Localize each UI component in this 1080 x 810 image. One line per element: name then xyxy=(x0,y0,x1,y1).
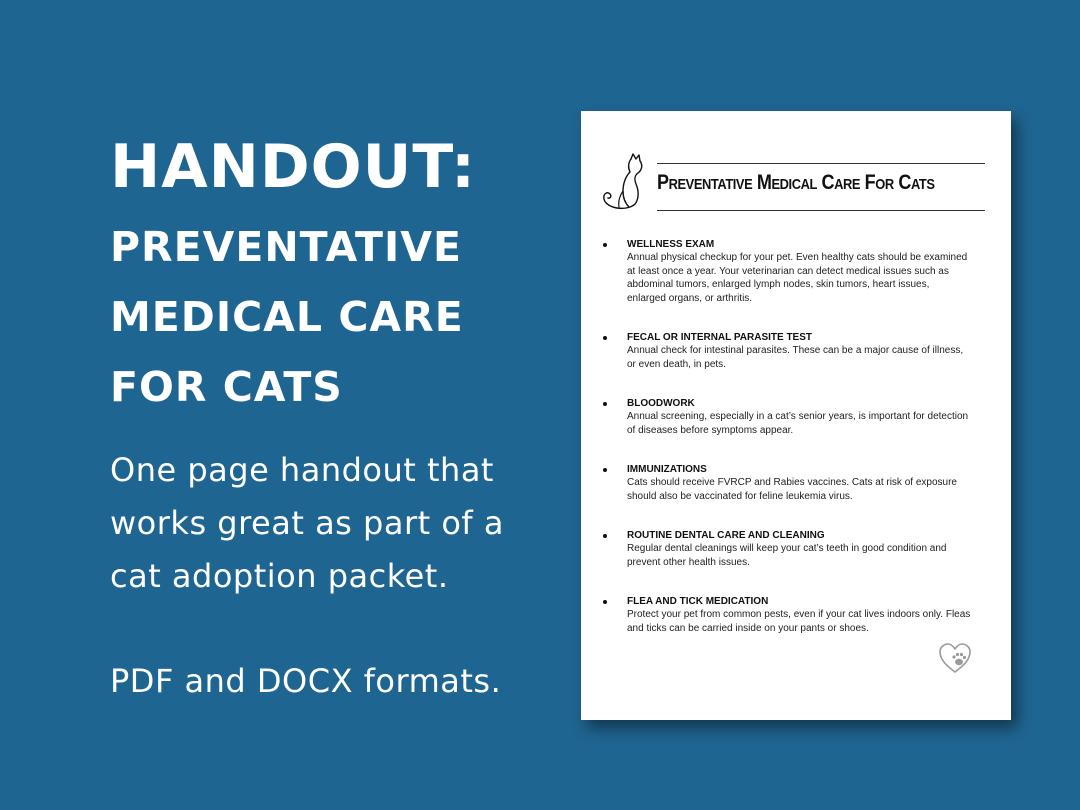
care-list xyxy=(601,238,971,635)
list-item xyxy=(601,529,971,569)
promo-panel xyxy=(110,128,570,701)
item-title: FECAL OR INTERNAL PARASITE TEST xyxy=(627,332,813,343)
cat-silhouette-icon xyxy=(601,153,651,213)
bullet-icon xyxy=(603,336,607,340)
promo-subhead: PREVENTATIVE MEDICAL CARE FOR CATS xyxy=(110,223,464,411)
item-text: Regular dental cleanings will keep your cat’s teeth in good condition and prevent other health issues. xyxy=(627,543,947,568)
header-rule-top xyxy=(657,163,985,164)
list-item xyxy=(601,595,971,635)
list-item xyxy=(601,331,971,371)
item-text: Protect your pet from common pests, even if your cat lives indoors only. Fleas and ticks can be carried inside on your pants or shoes. xyxy=(627,609,971,634)
item-text: Cats should receive FVRCP and Rabies vaccines. Cats at risk of exposure should also be vaccinated for feline leukemia virus. xyxy=(627,477,957,502)
handout-page xyxy=(581,111,1011,720)
promo-headline: HANDOUT: xyxy=(110,132,477,202)
list-item xyxy=(601,463,971,503)
item-text: Annual check for intestinal parasites. These can be a major cause of illness, or even death, in pets. xyxy=(627,345,964,370)
handout-title: Preventative Medical Care For Cats xyxy=(657,171,935,194)
item-title: BLOODWORK xyxy=(627,398,695,409)
item-title: ROUTINE DENTAL CARE AND CLEANING xyxy=(627,530,825,541)
list-item xyxy=(601,397,971,437)
item-title: IMMUNIZATIONS xyxy=(627,464,707,475)
bullet-icon xyxy=(603,243,607,247)
bullet-icon xyxy=(603,402,607,406)
bullet-icon xyxy=(603,534,607,538)
promo-description: One page handout that works great as part of a cat adoption packet. xyxy=(110,451,504,595)
item-text: Annual screening, especially in a cat’s senior years, is important for detection of diseases before symptoms appear. xyxy=(627,411,969,436)
item-title: WELLNESS EXAM xyxy=(627,239,715,250)
item-text: Annual physical checkup for your pet. Even healthy cats should be examined at least once a year. Your veterinarian can detect medical issues such as abdominal tumors, enlarged lymph nodes, skin tumors, heart issues, enlarged organs, or arthritis. xyxy=(627,252,968,304)
item-title: FLEA AND TICK MEDICATION xyxy=(627,596,769,607)
handout-header xyxy=(601,153,965,211)
bullet-icon xyxy=(603,468,607,472)
list-item xyxy=(601,238,971,305)
bullet-icon xyxy=(603,600,607,604)
promo-formats: PDF and DOCX formats. xyxy=(110,662,502,700)
header-rule-bottom xyxy=(657,210,985,211)
heart-paw-icon xyxy=(937,641,973,675)
